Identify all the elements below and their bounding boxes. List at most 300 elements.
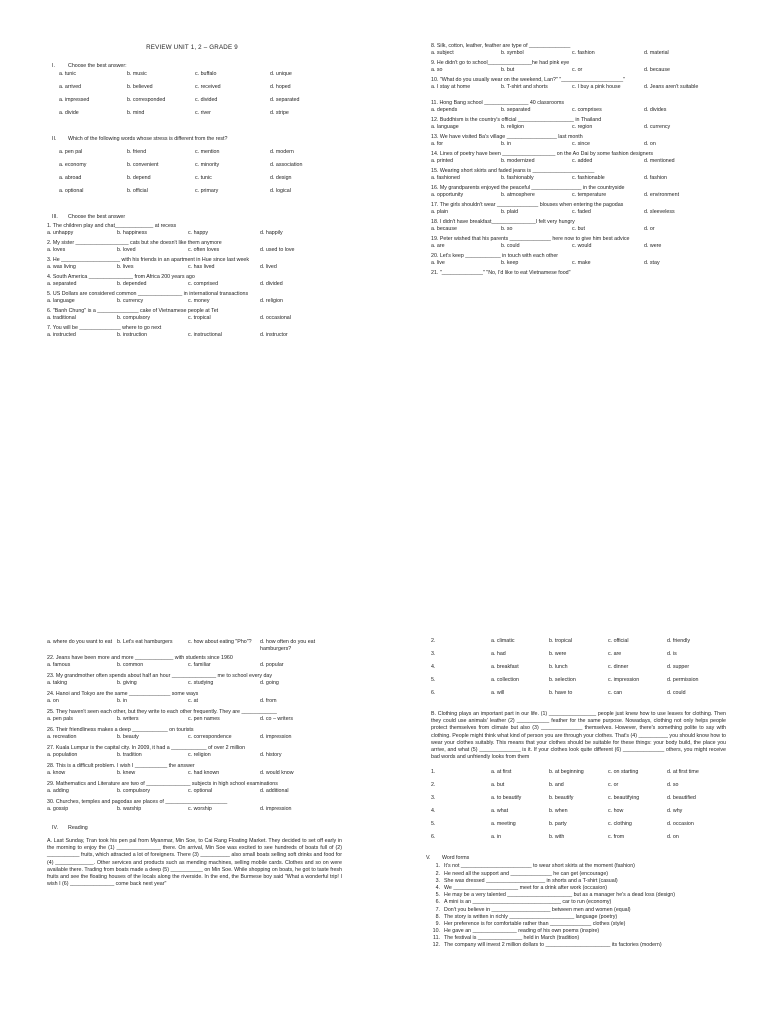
question-text: 26. Their friendliness makes a deep ____________ on tourists xyxy=(47,727,194,733)
item-text: A mini is an ______________________________ car to run (economy) xyxy=(444,899,612,906)
answer-option[interactable]: b. convenient xyxy=(127,162,159,168)
answer-option[interactable]: d. additional xyxy=(260,788,289,794)
answer-option[interactable]: a. taking xyxy=(47,680,68,686)
answer-option[interactable]: c. fashion xyxy=(572,50,595,56)
answer-option[interactable]: b. writers xyxy=(117,716,139,722)
answer-option[interactable]: d. popular xyxy=(260,662,284,668)
answer-option[interactable]: a. adding xyxy=(47,788,69,794)
answer-option[interactable]: a. so xyxy=(431,67,443,73)
answer-option[interactable]: c. region xyxy=(572,124,593,130)
answer-option[interactable]: c. optional xyxy=(188,788,213,794)
answer-option[interactable]: b. were xyxy=(549,651,567,657)
answer-option[interactable]: c. fashionable xyxy=(572,175,605,181)
answer-option[interactable]: b. separated xyxy=(501,107,531,113)
answer-option[interactable]: a. recreation xyxy=(47,734,77,740)
answer-option[interactable]: c. often loves xyxy=(188,247,220,253)
answer-option[interactable]: d. supper xyxy=(667,664,690,670)
answer-option[interactable]: a. but xyxy=(491,782,505,789)
answer-option[interactable]: b. beautify xyxy=(549,795,574,802)
answer-option[interactable]: d. religion xyxy=(260,298,283,304)
question-text: 4. South America _______________ from Africa 200 years ago xyxy=(47,274,195,280)
option-row xyxy=(384,808,768,821)
word-form-item xyxy=(426,885,768,892)
option-row xyxy=(0,298,384,308)
answer-option[interactable]: a. tunic xyxy=(59,71,77,77)
item-number: 10. xyxy=(432,928,440,935)
answer-option[interactable]: a. population xyxy=(47,752,78,758)
answer-option[interactable]: c. pen names xyxy=(188,716,220,722)
answer-option[interactable]: a. abroad xyxy=(59,175,82,181)
answer-option[interactable]: d. could xyxy=(667,690,686,696)
answer-option[interactable]: b. religion xyxy=(501,124,524,130)
answer-option[interactable]: c. had known xyxy=(188,770,220,776)
answer-option[interactable]: b. currency xyxy=(117,298,144,304)
answer-option[interactable]: d. environment xyxy=(644,192,680,198)
answer-option[interactable]: c. would xyxy=(572,243,592,249)
answer-option[interactable]: d. because xyxy=(644,67,670,73)
option-row xyxy=(384,260,768,270)
section-number: II. xyxy=(52,136,57,142)
answer-option[interactable]: c. impression xyxy=(608,677,640,683)
answer-option[interactable]: b. beauty xyxy=(117,734,139,740)
item-text: The company will invest 2 million dollars to ______________________ its factories (modern) xyxy=(444,942,662,949)
answer-option[interactable]: b. Let's eat hamburgers xyxy=(117,639,173,645)
question-text: 21. "______________" "No, I'd like to eat Vietnamese food" xyxy=(431,270,571,276)
answer-option[interactable]: c. beautifying xyxy=(608,795,640,802)
answer-option[interactable]: b. believed xyxy=(127,84,153,90)
option-row xyxy=(0,752,384,763)
answer-option[interactable]: c. tunic xyxy=(195,175,212,181)
answer-option[interactable]: d. co – writers xyxy=(260,716,293,722)
answer-option[interactable]: d. used to love xyxy=(260,247,295,253)
answer-option[interactable]: b. corresponded xyxy=(127,97,166,103)
section-title: Word forms xyxy=(442,855,470,862)
answer-option[interactable]: a. had xyxy=(491,651,506,657)
answer-option[interactable]: d. separated xyxy=(270,97,300,103)
spacer xyxy=(384,761,768,769)
section-number: V. xyxy=(426,855,431,862)
answer-option[interactable]: a. because xyxy=(431,226,457,232)
option-row xyxy=(384,192,768,202)
answer-option[interactable]: d. instructor xyxy=(260,332,288,338)
answer-option[interactable]: a. where do you want to eat xyxy=(47,639,113,645)
option-row xyxy=(384,226,768,236)
answer-option[interactable]: c. familiar xyxy=(188,662,211,668)
answer-option[interactable]: d. on xyxy=(667,834,679,841)
answer-option[interactable]: c. correspondence xyxy=(188,734,232,740)
answer-option[interactable]: c. received xyxy=(195,84,221,90)
answer-option[interactable]: b. modernized xyxy=(501,158,535,164)
answer-option[interactable]: b. depend xyxy=(127,175,151,181)
page-3-body xyxy=(0,639,384,888)
question-text: 22. Jeans have been more and more _____________ with students since 1960 xyxy=(47,655,233,661)
reading-passage-a: A. Last Sunday, Tran took his pen pal from Myanmar, Min Soe, to Cai Rang Floating Market. They decided to set off early in the morning to enjoy the (1) _______________ there. On arrival, Min Soe was excited to see hundreds of boats full of (2) ___________ fruits, which attracted a lot of foreigners. There (3) __________ also small boats selling soft drinks and food for (4) _____________. Other services and products such as mending machines, selling mobile cards. Clothes and so on were available there. Trading from boats made a deep (5) ___________ on Min Soe. While shopping on boats, he got to taste fresh fruits and see the floating houses of the locals along the riverside. In the end, the Burmese boy said "What a wonderful trip! I wish I (6) _______________ come back next year" xyxy=(47,838,342,888)
answer-option[interactable]: b. official xyxy=(127,188,148,194)
option-row xyxy=(0,230,384,240)
answer-option[interactable]: b. warship xyxy=(117,806,142,812)
item-text: He may be a very talented ______________________ but as a manager he's a dead loss (design) xyxy=(444,892,676,899)
answer-option[interactable]: a. language xyxy=(47,298,75,304)
answer-option[interactable]: a. plain xyxy=(431,209,449,215)
section-number: III. xyxy=(52,214,58,220)
option-row xyxy=(384,158,768,168)
answer-option[interactable]: c. temperature xyxy=(572,192,607,198)
answer-option[interactable]: b. music xyxy=(127,71,147,77)
answer-option[interactable]: d. design xyxy=(270,175,292,181)
question-text: 17. The girls shouldn't wear ______________ blouses when entering the pagodas xyxy=(431,202,624,208)
section-instruction: Choose the best answer xyxy=(68,214,126,220)
page-title: REVIEW UNIT 1, 2 – GRADE 9 xyxy=(146,44,238,51)
option-row xyxy=(0,264,384,274)
question-text: 19. Peter wished that his parents ______________ here now to give him best advice xyxy=(431,236,630,242)
answer-option[interactable]: d. material xyxy=(644,50,669,56)
answer-option[interactable]: c. worship xyxy=(188,806,212,812)
answer-option[interactable]: c. primary xyxy=(195,188,219,194)
answer-option[interactable]: a. unhappy xyxy=(47,230,74,236)
question-text: 28. This is a difficult problem. I wish I ___________ the answer xyxy=(47,763,195,769)
answer-option[interactable]: c. dinner xyxy=(608,664,629,670)
answer-option[interactable]: a. separated xyxy=(47,281,77,287)
answer-option[interactable]: c. at xyxy=(188,698,199,704)
answer-option[interactable]: b. lunch xyxy=(549,664,568,670)
answer-option[interactable]: d. or xyxy=(644,226,655,232)
answer-option[interactable]: a. language xyxy=(431,124,459,130)
answer-option[interactable]: c. comprised xyxy=(188,281,219,287)
question-number: 6. xyxy=(431,834,436,841)
answer-option[interactable]: d. happily xyxy=(260,230,283,236)
answer-option[interactable]: a. on xyxy=(47,698,59,704)
option-row xyxy=(0,175,384,188)
answer-option[interactable]: b. in xyxy=(117,698,128,704)
answer-option[interactable]: c. from xyxy=(608,834,625,841)
option-row xyxy=(0,110,384,123)
question-text: 8. Silk, cotton, leather, feather are type of ______________ xyxy=(431,43,571,49)
section-number: I. xyxy=(52,63,55,69)
answer-option[interactable]: c. tropical xyxy=(188,315,211,321)
answer-option[interactable]: a. economy xyxy=(59,162,87,168)
option-row xyxy=(0,247,384,257)
answer-option[interactable]: d. so xyxy=(667,782,679,789)
question-number: 4. xyxy=(431,808,436,815)
answer-option[interactable]: c. but xyxy=(572,226,585,232)
answer-option[interactable]: b. symbol xyxy=(501,50,524,56)
answer-option[interactable]: b. happiness xyxy=(117,230,148,236)
answer-option[interactable]: a. instructed xyxy=(47,332,76,338)
answer-option[interactable]: d. logical xyxy=(270,188,291,194)
answer-option[interactable]: d. fashion xyxy=(644,175,667,181)
word-form-item xyxy=(426,863,768,870)
answer-option[interactable]: b. tradition xyxy=(117,752,142,758)
answer-option[interactable]: c. comprises xyxy=(572,107,602,113)
answer-option[interactable]: c. studying xyxy=(188,680,214,686)
section-instruction: Choose the best answer: xyxy=(68,63,127,69)
item-text: She was dressed ____________________ in shorts and a T-shirt (casual) xyxy=(444,877,618,884)
question-text: 23. My grandmother often spends about half an hour _______________ me to school every day xyxy=(47,673,272,679)
answer-option[interactable]: b. friend xyxy=(127,149,147,155)
answer-option[interactable]: d. occasion xyxy=(667,821,694,828)
answer-option[interactable]: a. for xyxy=(431,141,444,147)
answer-option[interactable]: d. mentioned xyxy=(644,158,675,164)
item-text: He need all the support and ______________ he can get (encourage) xyxy=(444,870,609,877)
answer-option[interactable]: a. what xyxy=(491,808,509,815)
answer-option[interactable]: c. faded xyxy=(572,209,591,215)
option-row xyxy=(0,97,384,110)
option-row xyxy=(384,638,768,651)
answer-option[interactable]: a. impressed xyxy=(59,97,90,103)
answer-option[interactable]: d. friendly xyxy=(667,638,690,644)
page-4 xyxy=(384,512,768,1024)
page-1-body xyxy=(0,58,384,342)
answer-option[interactable]: d. stay xyxy=(644,260,660,266)
answer-option[interactable]: b. keep xyxy=(501,260,519,266)
answer-option[interactable]: c. or xyxy=(572,67,583,73)
answer-option[interactable]: b. common xyxy=(117,662,144,668)
answer-option[interactable]: a. subject xyxy=(431,50,454,56)
option-row xyxy=(0,680,384,691)
item-text: It's not ________________________ to wear short skirts at the moment (fashion) xyxy=(444,863,635,870)
answer-option[interactable]: b. party xyxy=(549,821,567,828)
item-text: Her preference is for comfortable rather than ______________ clothes (style) xyxy=(444,920,626,927)
answer-option[interactable]: d. from xyxy=(260,698,277,704)
answer-option[interactable]: d. at first time xyxy=(667,769,699,776)
answer-option[interactable]: d. how often do you eat hamburgers? xyxy=(260,639,316,652)
answer-option[interactable]: a. to beautify xyxy=(491,795,522,802)
item-text: The story is written in richly ______________________ language (poetry) xyxy=(444,913,618,920)
answer-option[interactable]: a. famous xyxy=(47,662,71,668)
question-text: 14. Lines of poetry have been __________________ on the Ao Dai by some fashion designers xyxy=(431,151,654,157)
answer-option[interactable]: c. added xyxy=(572,158,593,164)
question-text: 30. Churches, temples and pagodas are places of _____________________ xyxy=(47,799,228,805)
answer-option[interactable]: d. modern xyxy=(270,149,294,155)
option-row xyxy=(384,243,768,253)
answer-option[interactable]: c. since xyxy=(572,141,590,147)
answer-option[interactable]: a. in xyxy=(491,834,502,841)
section-5-heading xyxy=(426,855,768,863)
answer-option[interactable]: d. impression xyxy=(260,734,292,740)
item-text: He gave an _______________ reading of his own poems (inspire) xyxy=(444,928,600,935)
question-text: 2. My sister __________________ cats but she doesn't like them anymore xyxy=(47,240,222,246)
answer-option[interactable]: b. lives xyxy=(117,264,134,270)
question-text: 15. Wearing short skirts and faded jeans is _____________________ xyxy=(431,168,595,174)
answer-option[interactable]: a. breakfast xyxy=(491,664,519,670)
answer-option[interactable]: b. at beginning xyxy=(549,769,584,776)
answer-option[interactable]: d. history xyxy=(260,752,282,758)
question-number: 6. xyxy=(431,690,436,696)
option-row xyxy=(384,664,768,677)
answer-option[interactable]: a. pen pal xyxy=(59,149,83,155)
answer-option[interactable]: c. religion xyxy=(188,752,211,758)
answer-option[interactable]: a. depends xyxy=(431,107,458,113)
answer-option[interactable]: d. unique xyxy=(270,71,292,77)
word-form-item xyxy=(426,907,768,914)
option-row xyxy=(384,782,768,795)
answer-option[interactable]: a. pen pals xyxy=(47,716,73,722)
answer-option[interactable]: b. instruction xyxy=(117,332,148,338)
question-text: 24. Hanoi and Tokyo are the same ______________ some ways xyxy=(47,691,199,697)
item-number: 2. xyxy=(435,870,440,877)
answer-option[interactable]: c. how about eating "Pho"? xyxy=(188,639,252,645)
answer-option[interactable]: c. has lived xyxy=(188,264,215,270)
answer-option[interactable]: b. selection xyxy=(549,677,576,683)
answer-option[interactable]: c. mention xyxy=(195,149,220,155)
answer-option[interactable]: a. are xyxy=(431,243,445,249)
answer-option[interactable]: b. depended xyxy=(117,281,147,287)
answer-option[interactable]: d. on xyxy=(644,141,656,147)
answer-option[interactable]: d. why xyxy=(667,808,683,815)
question-text: 13. We have visited Ba's village _________________ last month xyxy=(431,134,583,140)
answer-option[interactable]: b. plaid xyxy=(501,209,519,215)
answer-option[interactable]: c. or xyxy=(608,782,619,789)
answer-option[interactable]: d. stripe xyxy=(270,110,289,116)
option-row xyxy=(384,821,768,834)
section-2-heading xyxy=(0,136,384,149)
answer-option[interactable]: b. atmosphere xyxy=(501,192,535,198)
question-number: 5. xyxy=(431,821,436,828)
answer-option[interactable]: c. river xyxy=(195,110,211,116)
answer-option[interactable]: d. going xyxy=(260,680,279,686)
answer-option[interactable]: c. I buy a pink house xyxy=(572,84,621,90)
question-text: 25. They haven't seen each other, but they write to each other frequently. They are ____________ xyxy=(47,709,277,715)
answer-option[interactable]: d. beautified xyxy=(667,795,696,802)
answer-option[interactable]: b. fashionably xyxy=(501,175,534,181)
answer-option[interactable]: b. compulsory xyxy=(117,788,150,794)
answer-option[interactable]: a. meeting xyxy=(491,821,516,828)
item-number: 3. xyxy=(435,877,440,884)
answer-option[interactable]: c. happy xyxy=(188,230,209,236)
answer-option[interactable]: d. divided xyxy=(260,281,283,287)
answer-option[interactable]: c. are xyxy=(608,651,622,657)
answer-option[interactable]: d. lived xyxy=(260,264,277,270)
answer-option[interactable]: d. would know xyxy=(260,770,294,776)
answer-option[interactable]: c. on starting xyxy=(608,769,639,776)
answer-option[interactable]: b. T-shirt and shorts xyxy=(501,84,548,90)
answer-option[interactable]: a. gossip xyxy=(47,806,69,812)
answer-option[interactable]: a. optional xyxy=(59,188,84,194)
answer-option[interactable]: c. buffalo xyxy=(195,71,217,77)
answer-option[interactable]: d. currency xyxy=(644,124,671,130)
word-form-item xyxy=(426,899,768,906)
answer-option[interactable]: a. traditional xyxy=(47,315,76,321)
answer-option[interactable]: d. Jeans aren't suitable xyxy=(644,84,699,90)
answer-option[interactable]: a. arrived xyxy=(59,84,82,90)
option-row xyxy=(0,716,384,727)
question-text: 20. Let's keep ____________ in touch with each other xyxy=(431,253,559,259)
answer-option[interactable]: a. fashioned xyxy=(431,175,460,181)
answer-option[interactable]: b. but xyxy=(501,67,515,73)
question-number: 3. xyxy=(431,651,436,657)
option-row xyxy=(0,698,384,709)
option-row xyxy=(0,332,384,342)
answer-option[interactable]: d. is xyxy=(667,651,677,657)
item-number: 7. xyxy=(435,906,440,913)
question-number: 2. xyxy=(431,638,436,644)
answer-option[interactable]: c. instructional xyxy=(188,332,222,338)
answer-option[interactable]: a. opportunity xyxy=(431,192,464,198)
answer-option[interactable]: b. loved xyxy=(117,247,136,253)
page-4-body xyxy=(384,638,768,950)
answer-option[interactable]: c. can xyxy=(608,690,623,696)
answer-option[interactable]: d. divides xyxy=(644,107,667,113)
answer-option[interactable]: a. collection xyxy=(491,677,519,683)
answer-option[interactable]: a. was living xyxy=(47,264,76,270)
option-row xyxy=(384,795,768,808)
answer-option[interactable]: b. with xyxy=(549,834,565,841)
question-text: 10. "What do you usually wear on the weekend, Lan?" "_____________________" xyxy=(431,77,625,83)
answer-option[interactable]: d. association xyxy=(270,162,303,168)
answer-option[interactable]: c. how xyxy=(608,808,624,815)
option-row xyxy=(384,107,768,117)
answer-option[interactable]: d. permission xyxy=(667,677,699,683)
question-text: 12. Buddhism is the country's official ___________________ in Thailand xyxy=(431,117,602,123)
option-row xyxy=(384,209,768,219)
answer-option[interactable]: a. I stay at home xyxy=(431,84,471,90)
answer-option[interactable]: c. minority xyxy=(195,162,220,168)
item-number: 8. xyxy=(435,913,440,920)
answer-option[interactable]: c. official xyxy=(608,638,629,644)
answer-option[interactable]: b. have to xyxy=(549,690,573,696)
option-row xyxy=(0,149,384,162)
answer-option[interactable]: b. knew xyxy=(117,770,136,776)
answer-option[interactable]: b. when xyxy=(549,808,568,815)
answer-option[interactable]: d. were xyxy=(644,243,662,249)
answer-option[interactable]: a. divide xyxy=(59,110,79,116)
item-text: Don't you believe in ____________________ between men and women (equal) xyxy=(444,906,631,913)
answer-option[interactable]: d. sleeveless xyxy=(644,209,675,215)
question-text: 27. Kuala Lumpur is the capital city. In 2009, it had a ____________ of over 2 million xyxy=(47,745,246,751)
answer-option[interactable]: d. hoped xyxy=(270,84,291,90)
answer-option[interactable]: c. divided xyxy=(195,97,218,103)
item-text: We ______________________ meet for a drink after work (occasion) xyxy=(444,884,608,891)
answer-option[interactable]: c. make xyxy=(572,260,591,266)
answer-option[interactable]: b. tropical xyxy=(549,638,572,644)
question-text: 5. US Dollars are considered common _______________ in international transactions xyxy=(47,291,249,297)
option-row xyxy=(0,84,384,97)
answer-option[interactable]: a. at first xyxy=(491,769,512,776)
option-row xyxy=(384,50,768,60)
answer-option[interactable]: a. printed xyxy=(431,158,454,164)
answer-option[interactable]: a. will xyxy=(491,690,505,696)
option-row xyxy=(0,188,384,201)
option-row xyxy=(0,281,384,291)
answer-option[interactable]: b. compulsory xyxy=(117,315,150,321)
question-number: 4. xyxy=(431,664,436,670)
answer-option[interactable]: b. so xyxy=(501,226,513,232)
answer-option[interactable]: c. clothing xyxy=(608,821,632,828)
answer-option[interactable]: b. in xyxy=(501,141,512,147)
answer-option[interactable]: b. and xyxy=(549,782,564,789)
word-form-item xyxy=(426,935,768,942)
answer-option[interactable]: a. know xyxy=(47,770,66,776)
answer-option[interactable]: b. mind xyxy=(127,110,145,116)
answer-option[interactable]: d. impression xyxy=(260,806,292,812)
answer-option[interactable]: c. money xyxy=(188,298,210,304)
answer-option[interactable]: b. giving xyxy=(117,680,137,686)
spacer xyxy=(384,703,768,711)
reading-passage-b: B. Clothing plays an important part in our life. (1) ________________ people just knew how to use leaves for clothing. Then they could use animals' leather (2) ___________ feather for the same purpose. Nowadays, clothing not only helps people protect themselves from climate but also (3) ______________ themselves. However, there's something polite to say with clothing. People might think what kind of person you are through your clothes. That's (4) __________ you should know how to wear your clothes suitably. This means that your clothes should be suitable for these things: your body build, the place you arrive, and what (5) ______________ is it. If your clothes look quite different (6) ______________ others, you might receive bad words and unfriendly looks from them xyxy=(431,711,726,761)
answer-option[interactable]: d. occasional xyxy=(260,315,291,321)
answer-option[interactable]: a. climatic xyxy=(491,638,515,644)
option-row xyxy=(0,770,384,781)
answer-option[interactable]: a. live xyxy=(431,260,445,266)
answer-option[interactable]: a. loves xyxy=(47,247,66,253)
option-row xyxy=(384,651,768,664)
option-row xyxy=(384,124,768,134)
question-text: 9. He didn't go to school_______________he had pink eye xyxy=(431,60,570,66)
option-row xyxy=(384,84,768,100)
question-number: 5. xyxy=(431,677,436,683)
option-row xyxy=(384,67,768,77)
answer-option[interactable]: b. could xyxy=(501,243,520,249)
